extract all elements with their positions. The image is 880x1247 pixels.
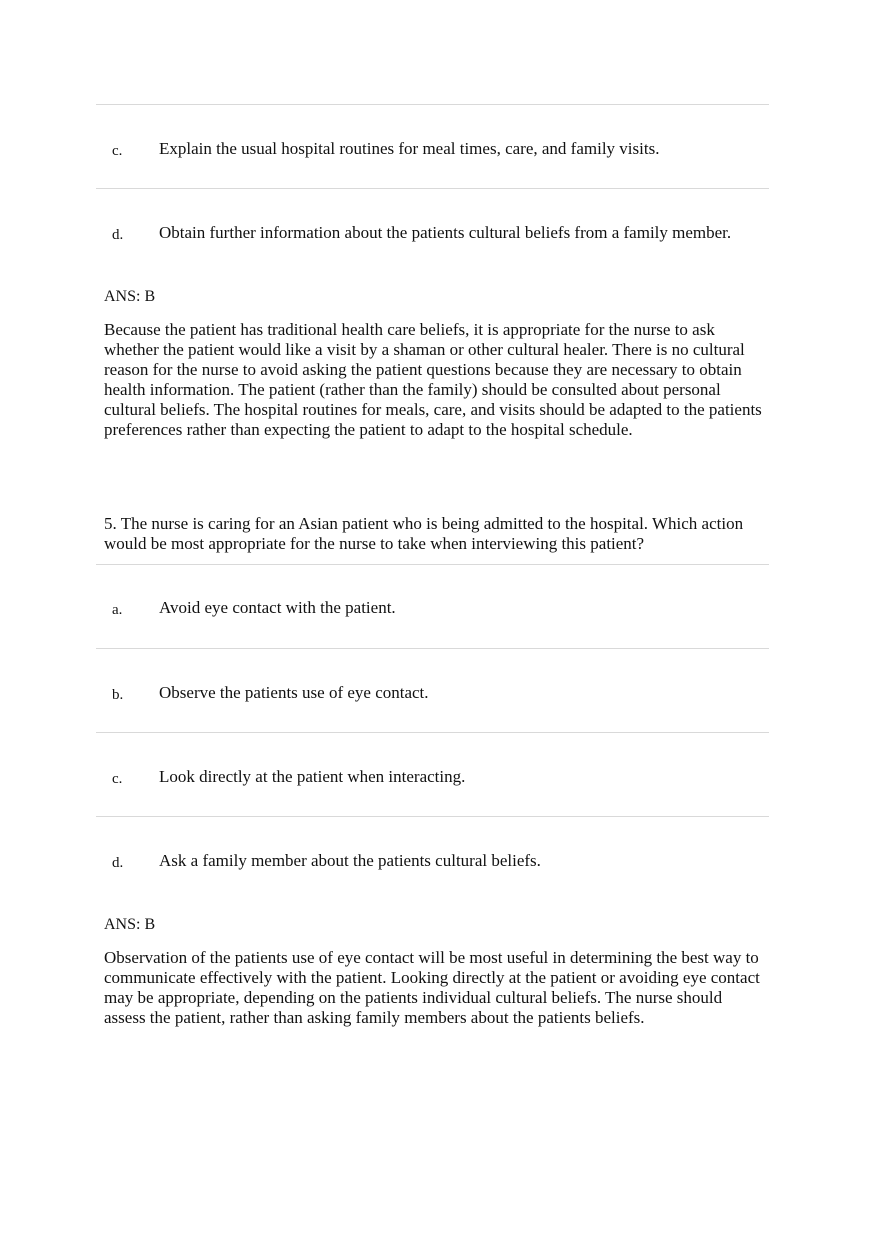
question-line: would be most appropriate for the nurse to take when interviewing this patient? [104, 534, 645, 553]
option-letter: d. [112, 227, 124, 243]
option-letter: d. [112, 855, 124, 871]
divider [96, 188, 769, 189]
rationale-line: may be appropriate, depending on the patients individual cultural beliefs. The nurse should [104, 988, 723, 1007]
option-text: Explain the usual hospital routines for meal times, care, and family visits. [159, 139, 660, 158]
divider [96, 648, 769, 649]
q5-rationale [104, 948, 779, 1028]
option-text: Avoid eye contact with the patient. [159, 598, 396, 617]
option-text: Ask a family member about the patients cultural beliefs. [159, 851, 541, 870]
rationale-line: reason for the nurse to avoid asking the patient questions because they are necessary to obtain [104, 360, 742, 379]
rationale-line: Because the patient has traditional health care beliefs, it is appropriate for the nurse to ask [104, 320, 715, 339]
option-letter: a. [112, 602, 123, 618]
rationale-line: Observation of the patients use of eye contact will be most useful in determining the best way to [104, 948, 759, 967]
rationale-line: cultural beliefs. The hospital routines for meals, care, and visits should be adapted to the patients [104, 400, 762, 419]
option-text: Observe the patients use of eye contact. [159, 683, 429, 702]
divider [96, 104, 769, 105]
q4-rationale [104, 320, 779, 440]
divider [96, 816, 769, 817]
q4-answer: ANS: B [104, 288, 156, 305]
option-letter: c. [112, 771, 123, 787]
rationale-line: preferences rather than expecting the patient to adapt to the hospital schedule. [104, 420, 633, 439]
rationale-line: whether the patient would like a visit by a shaman or other cultural healer. There is no cultural [104, 340, 745, 359]
question-line: 5. The nurse is caring for an Asian patient who is being admitted to the hospital. Which action [104, 514, 744, 533]
option-letter: b. [112, 687, 124, 703]
divider [96, 732, 769, 733]
divider [96, 564, 769, 565]
option-letter: c. [112, 143, 123, 159]
rationale-line: assess the patient, rather than asking family members about the patients beliefs. [104, 1008, 645, 1027]
option-text: Look directly at the patient when interacting. [159, 767, 466, 786]
rationale-line: health information. The patient (rather than the family) should be consulted about personal [104, 380, 721, 399]
option-text: Obtain further information about the patients cultural beliefs from a family member. [159, 223, 732, 242]
rationale-line: communicate effectively with the patient. Looking directly at the patient or avoiding eye contact [104, 968, 760, 987]
q5-question [104, 514, 779, 554]
q5-answer: ANS: B [104, 916, 156, 933]
